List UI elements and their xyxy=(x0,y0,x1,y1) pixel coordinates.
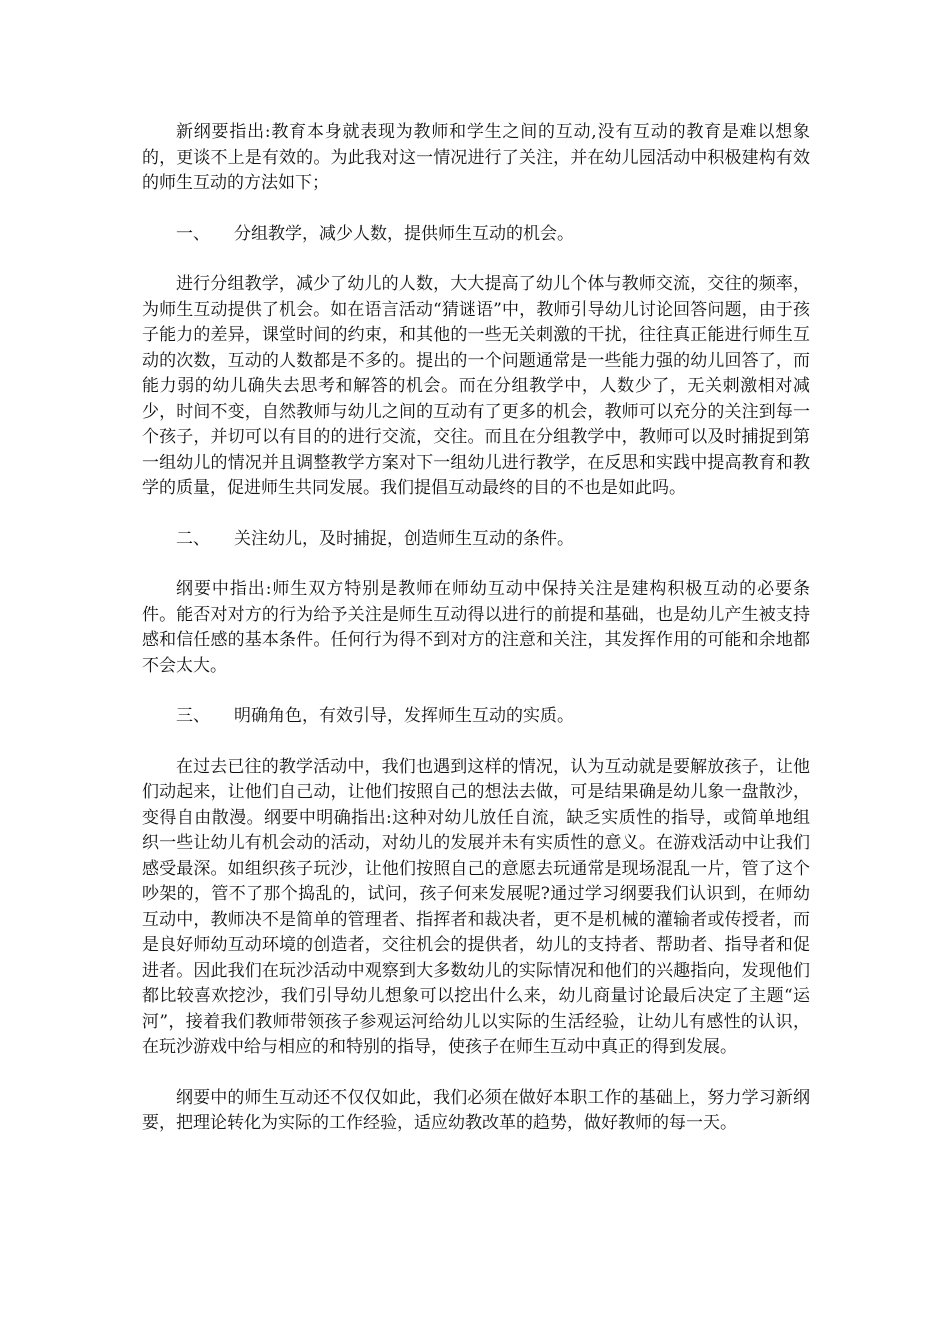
section-title-3: 明确角色，有效引导，发挥师生互动的实质。 xyxy=(234,706,574,726)
section-body-2: 纲要中指出:师生双方特别是教师在师幼互动中保持关注是建构积极互动的必要条件。能否对对方的行为给予关注是师生互动得以进行的前提和基础，也是幼儿产生被支持感和信任感的基本条件。任何行为得不到对方的注意和关注，其发挥作用的可能和余地都不会太大。 xyxy=(142,579,810,676)
section-number-2: 二、 xyxy=(176,528,210,549)
section-number-3: 三、 xyxy=(176,706,210,726)
intro-paragraph: 新纲要指出:教育本身就表现为教师和学生之间的互动,没有互动的教育是难以想象的，更谈不上是有效的。为此我对这一情况进行了关注，并在幼儿园活动中积极建构有效的师生互动的方法如下； xyxy=(142,122,810,193)
section-number-1: 一、 xyxy=(176,223,210,244)
section-body-3: 在过去已往的教学活动中，我们也遇到这样的情况，认为互动就是要解放孩子，让他们动起来，让他们自己动，让他们按照自己的想法去做，可是结果确是幼儿象一盘散沙，变得自由散漫。纲要中明确指出:这种对幼儿放任自流，缺乏实质性的指导，或简单地组织一些让幼儿有机会动的活动，对幼儿的发展并未有实质性的意义。在游戏活动中让我们感受最深。如组织孩子玩沙，让他们按照自己的意愿去玩通常是现场混乱一片，管了这个吵架的，管不了那个捣乱的，试问，孩子何来发展呢?通过学习纲要我们认识到，在师幼互动中，教师决不是简单的管理者、指挥者和裁决者，更不是机械的灌输者或传授者，而是良好师幼互动环境的创造者，交往机会的提供者，幼儿的支持者、帮助者、指导者和促进者。因此我们在玩沙活动中观察到大多数幼儿的实际情况和他们的兴趣指向，发现他们都比较喜欢挖沙，我们引导幼儿想象可以挖出什么来，幼儿商量讨论最后决定了主题“运河”，接着我们教师带领孩子参观运河给幼儿以实际的生活经验，让幼儿有感性的认识，在玩沙游戏中给与相应的和特别的指导，使孩子在师生互动中真正的得到发展。 xyxy=(142,756,810,1057)
section-heading-1 xyxy=(142,222,810,248)
section-body-1: 进行分组教学，减少了幼儿的人数，大大提高了幼儿个体与教师交流，交往的频率，为师生互动提供了机会。如在语言活动“猜谜语”中，教师引导幼儿讨论回答问题，由于孩子能力的差异，课堂时间的约束，和其他的一些无关刺激的干扰，往往真正能进行师生互动的次数，互动的人数都是不多的。提出的一个问题通常是一些能力强的幼儿回答了，而能力弱的幼儿确失去思考和解答的机会。而在分组教学中，人数少了，无关刺激相对减少，时间不变，自然教师与幼儿之间的互动有了更多的机会，教师可以充分的关注到每一个孩子，并切可以有目的的进行交流，交往。而且在分组教学中，教师可以及时捕捉到第一组幼儿的情况并且调整教学方案对下一组幼儿进行教学，在反思和实践中提高教育和教学的质量，促进师生共同发展。我们提倡互动最终的目的不也是如此吗。 xyxy=(142,274,810,498)
section-heading-3 xyxy=(142,704,810,730)
section-title-2: 关注幼儿，及时捕捉，创造师生互动的条件。 xyxy=(234,528,574,549)
document-body xyxy=(142,120,810,1162)
conclusion-paragraph: 纲要中的师生互动还不仅仅如此，我们必须在做好本职工作的基础上，努力学习新纲要，把理论转化为实际的工作经验，适应幼教改革的趋势，做好教师的每一天。 xyxy=(142,1087,810,1133)
section-heading-2 xyxy=(142,527,810,553)
section-title-1: 分组教学，减少人数，提供师生互动的机会。 xyxy=(234,223,574,244)
